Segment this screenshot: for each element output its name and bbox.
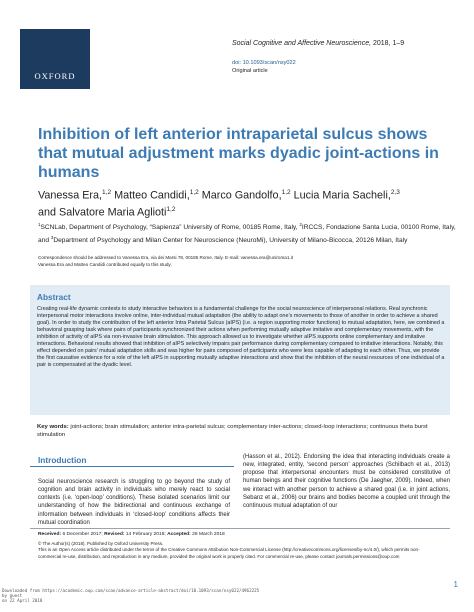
abstract-box <box>30 285 450 415</box>
journal-volume: 2018, 1–9 <box>371 40 405 47</box>
correspondence-note <box>38 255 458 269</box>
download-url[interactable]: Downloaded from https://academic.oup.com/scan/advance-article-abstract/doi/10.1093/scan/nsy022/4962225 <box>2 588 260 593</box>
author-name[interactable]: Vanessa Era, <box>38 189 103 202</box>
journal-citation <box>232 40 404 47</box>
keywords-label: Key words: <box>37 424 69 430</box>
oxford-logo <box>20 29 90 89</box>
author-name[interactable]: Lucia Maria Sacheli, <box>290 189 391 202</box>
correspondence-line: Correspondence should be addressed to Vanessa Era, via dei Marsi 78, 00185 Rome, Italy. E-mail: vanessa.era@uniroma1.it <box>38 255 293 260</box>
keywords <box>37 423 452 439</box>
affiliations <box>38 220 458 245</box>
footer-divider <box>30 528 450 529</box>
received-label: Received: <box>38 532 62 537</box>
revised-label: Revised: <box>104 532 125 537</box>
keywords-text: joint-actions; brain stimulation; anterior intra-parietal sulcus; complementary inter-actions; closed-loop interactions; continuous theta burst stimulation <box>37 424 428 438</box>
license-text: This is an Open Access article distributed under the terms of the Creative Commons Attribution Non-Commercial License (http://creativecommons.org/licenses/by-nc/4.0/), which permits non-commercial re-use, distribution, and reproduction in any medium, provided the original work is properly cited. For commercial re-use, please contact journals.permissions@oup.com <box>38 547 420 559</box>
author-name[interactable]: Marco Gandolfo, <box>198 189 282 202</box>
author-name[interactable]: and Salvatore Maria Aglioti <box>38 206 167 219</box>
author-list <box>38 186 468 219</box>
author-line-1 <box>38 186 468 203</box>
article-type: Original article <box>232 68 268 74</box>
doi-link[interactable]: doi: 10.1093/scan/nsy022 <box>232 60 296 66</box>
revised-date: 14 February 2018; <box>124 532 168 537</box>
affiliation-marker: 1 <box>38 222 41 227</box>
affiliation-marker: 2 <box>299 222 302 227</box>
introduction-heading: Introduction <box>38 455 87 465</box>
download-stamp <box>2 588 302 603</box>
page-number: 1 <box>453 580 458 589</box>
introduction-right-column: (Hasson et al., 2012). Endorsing the idea that interacting individuals create a new, integrated, entity, ‘second person’ approaches (Schilbach et al., 2013) propose that interpersonal encounters must be considered constitutive of human beings and their cognitive functions (De Jaegher, 2009). Indeed, when we interact with another person to achieve a shared goal (i.e. in joint actions, Sebanz et al., 2006) our brains and bodies become a coupled unit through the continuous mutual adaptation of our <box>243 454 450 509</box>
copyright-line: © The Author(s) (2018). Published by Oxford University Press. <box>38 541 164 546</box>
affiliation-text: SCNLab, Department of Psychology, “Sapienza” University of Rome, 00185 Rome, Italy, <box>40 224 300 232</box>
author-affiliation-marker: 1,2 <box>189 189 199 196</box>
logo-text: OXFORD <box>34 71 76 81</box>
accepted-label: Accepted: <box>167 532 191 537</box>
introduction-left-column: Social neuroscience research is struggling to go beyond the study of cognition and brain activity in individuals who merely react to social contexts (i.e. ‘open-loop’ conditions). These isolated scenarios limit our understanding of how the bidirectional and continuous exchange of information between individuals in ‘closed-loop’ conditions affects their mutual coordination <box>38 479 230 526</box>
abstract-text: Creating real-life dynamic contexts to study interactive behaviors is a fundamental challenge for the social neuroscience of interpersonal relations. Real synchronic interpersonal motor interactions involve online, inter-individual mutual adaptation (the ability to adapt one’s movements to those of another in order to achieve a shared goal). In order to study the contribution of the left anterior Intra Parietal Sulcus (aIPS) (i.e. a region supporting motor functions) to mutual adaptation, here, we combined a behavioral grasping task where pairs of participants synchronized their actions when performing mutually adaptive imitative and complementary movements, with the inhibition of activity of aIPS via non-invasive brain stimulation. This approach allowed us to investigate whether aIPS supports online complementary and imitative interactions. Behavioral results showed that inhibition of aIPS selectively impairs pair performance during complementary compared to imitative interactions. Notably, this effect depended on pairs’ mutual adaptation skills and was higher for pairs composed of participants who were less capable of adapting to each other. Thus, we provide the first causative evidence for a role of the left aIPS in supporting mutually adaptive interactions and show that the inhibition of the neural resources of one individual of a pair is compensated at the dyadic level. <box>37 306 445 369</box>
article-title: Inhibition of left anterior intraparietal sulcus shows that mutual adjustment marks dyadic joint-actions in humans <box>38 126 439 181</box>
affiliation-marker: 3 <box>50 234 54 240</box>
affiliation-text: Department of Psychology and Milan Center for Neuroscience (NeuroMi), University of Milano-Bicocca, 20126 Milan, Italy <box>53 236 408 244</box>
section-divider <box>30 466 234 467</box>
received-date: 6 December 2017; <box>61 532 105 537</box>
abstract-heading: Abstract <box>37 292 71 302</box>
author-affiliation-marker: 2,3 <box>390 189 400 196</box>
article-dates <box>38 532 225 537</box>
journal-name: Social Cognitive and Affective Neuroscience, <box>232 40 372 47</box>
download-date: on 22 April 2018 <box>2 598 43 603</box>
contribution-line: Vanessa Era and Matteo Candidi contributed equally to this study. <box>38 261 172 267</box>
affiliation-text: IRCCS, Fondazione Santa Lucia, 00100 Rome, Italy, and <box>38 224 456 244</box>
author-affiliation-marker: 1,2 <box>166 205 176 213</box>
download-by: by guest <box>2 593 23 598</box>
author-affiliation-marker: 1,2 <box>281 189 291 196</box>
author-affiliation-marker: 1,2 <box>102 189 112 196</box>
author-name[interactable]: Matteo Candidi, <box>111 189 190 202</box>
accepted-date: 28 March 2018 <box>190 532 225 537</box>
copyright-notice <box>38 541 438 560</box>
author-line-2 <box>38 203 468 220</box>
